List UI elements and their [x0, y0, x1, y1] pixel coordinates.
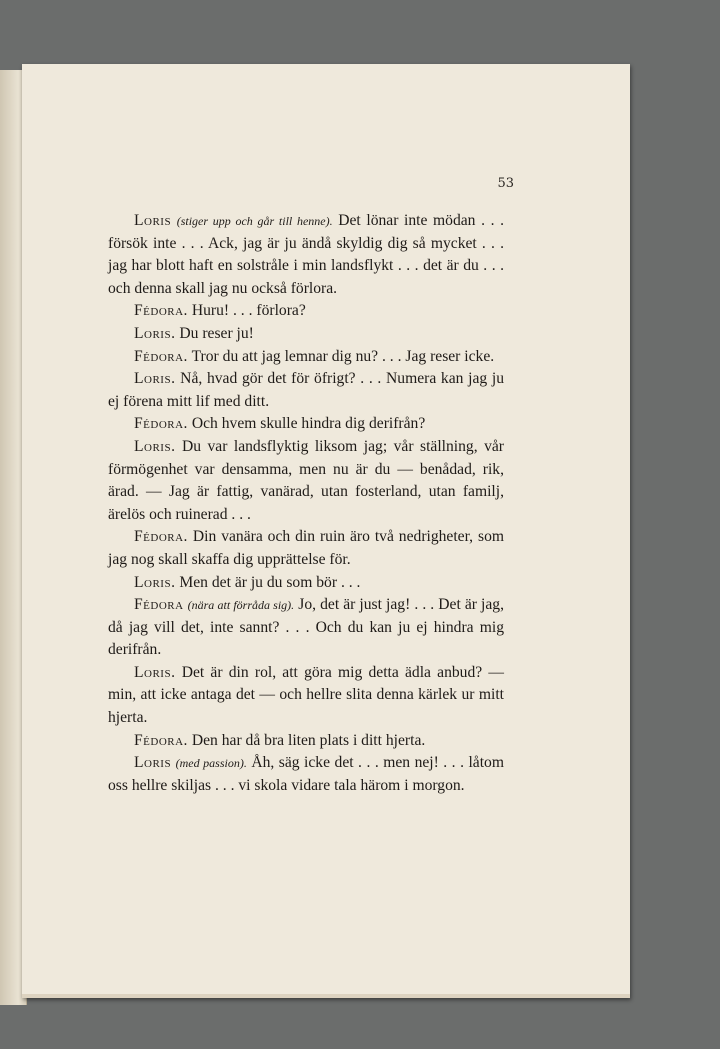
speaker-name: Fédora. [134, 528, 188, 546]
dialogue-line [108, 572, 504, 595]
dialogue-text: Det lönar inte mödan . . . försök inte . . . Ack, jag är ju ändå skyldig dig så mycket . . . jag har blott haft en solstråle i min landsflykt . . . det är du . . . och denna skall jag nu också förlora. [108, 212, 505, 297]
dialogue-line [108, 730, 504, 753]
stage-direction: (nära att förråda sig). [187, 598, 295, 613]
speaker-name: Loris. [134, 324, 176, 342]
stage-direction: (stiger upp och går till henne). [176, 214, 333, 228]
speaker-name: Fédora. [134, 347, 188, 365]
dialogue-text: Det är din rol, att göra mig detta ädla anbud? — min, att icke antaga det — och hellre slita denna kärlek ur mitt hjerta. [108, 663, 504, 727]
dialogue-text: Men det är ju du som bör . . . [175, 573, 361, 591]
dialogue-text: Din vanära och din ruin äro två nedrigheter, som jag nog skall skaffa dig upprättelse för. [108, 528, 504, 568]
speaker-name: Loris. [134, 663, 176, 681]
speaker-name: Fédora. [134, 415, 188, 433]
dialogue-line [108, 413, 504, 436]
book-page [22, 64, 630, 998]
dialogue-line [108, 323, 504, 346]
dialogue-text: Jo, det är just jag! . . . Det är jag, då jag vill det, inte sannt? . . . Och du kan ju ej hindra mig derifrån. [108, 596, 504, 659]
dialogue-line [108, 526, 504, 571]
speaker-name: Fédora. [134, 302, 188, 320]
speaker-name: Loris [134, 212, 172, 229]
speaker-name: Loris. [134, 370, 176, 388]
dialogue-line [108, 594, 504, 662]
speaker-name: Loris. [134, 573, 176, 591]
dialogue-line [108, 662, 504, 730]
dialogue-text: Du reser ju! [175, 324, 254, 342]
dialogue-line [108, 346, 504, 369]
dialogue-line [108, 752, 504, 797]
stage-direction: (med passion). [175, 756, 247, 771]
dialogue-text: Tror du att jag lemnar dig nu? . . . Jag reser icke. [187, 347, 495, 365]
page-number: 53 [497, 176, 514, 191]
dialogue-text: Huru! . . . förlora? [187, 302, 306, 320]
dialogue-text: Åh, säg icke det . . . men nej! . . . låtom oss hellre skiljas . . . vi skola vidare tala härom i morgon. [108, 754, 504, 794]
dialogue-line [108, 300, 504, 323]
dialogue-text: Du var landsflyktig liksom jag; vår ställning, vår förmögenhet var densamma, men nu är du — benådad, rik, ärad. — Jag är fattig, vanärad, utan fosterland, utan familj, ärelös och ruinerad . . . [108, 437, 504, 523]
speaker-name: Fédora [134, 596, 184, 614]
dialogue-text: Den har då bra liten plats i ditt hjerta. [187, 731, 426, 749]
dialogue-text: Och hvem skulle hindra dig derifrån? [187, 415, 426, 433]
dialogue-text: Nå, hvad gör det för öfrigt? . . . Numera kan jag ju ej förena mitt lif med ditt. [108, 370, 504, 410]
dialogue-line [108, 210, 504, 300]
speaker-name: Fédora. [134, 731, 188, 749]
speaker-name: Loris [134, 754, 172, 772]
dialogue-line [108, 436, 504, 526]
speaker-name: Loris. [134, 437, 176, 455]
dialogue-line [108, 368, 504, 413]
play-text [108, 210, 504, 797]
